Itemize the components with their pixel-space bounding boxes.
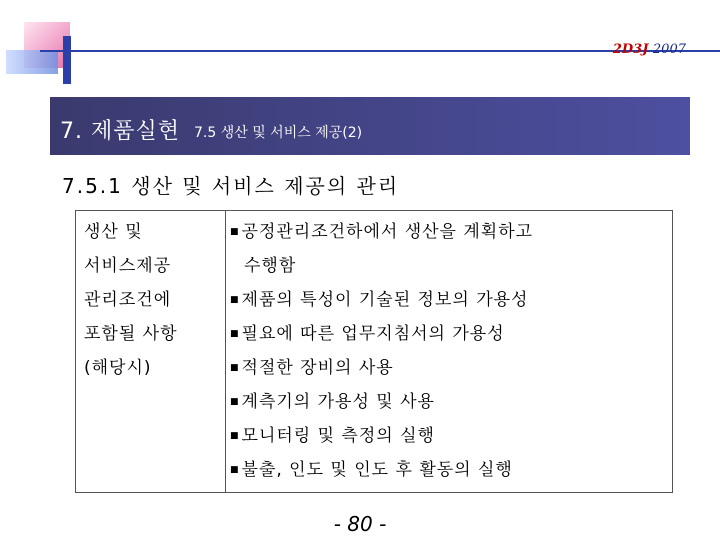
list-item-text: 공정관리조건하에서 생산을 계획하고: [241, 222, 534, 242]
list-item: [230, 385, 672, 419]
list-item-text: 제품의 특성이 기술된 정보의 가용성: [241, 290, 529, 310]
list-item-text: 모니터링 및 측정의 실행: [241, 426, 435, 446]
header-brand: 2D3J: [612, 42, 649, 57]
left-line: 관리조건에: [84, 290, 172, 310]
list-item-text: 계측기의 가용성 및 사용: [241, 392, 435, 412]
table-left-column: [76, 211, 226, 492]
list-item: [230, 317, 672, 351]
title-bar: [50, 97, 690, 155]
left-line: 포함될 사항: [84, 324, 178, 344]
square-bullet-icon: ■: [230, 363, 240, 373]
list-item-text: 필요에 따른 업무지침서의 가용성: [241, 324, 505, 344]
table-right-column: [226, 211, 672, 492]
logo-vertical-bar: [63, 36, 71, 84]
header-year: 2007: [652, 42, 686, 57]
square-bullet-icon: ■: [230, 295, 240, 305]
left-line: 생산 및: [84, 222, 143, 242]
left-line: (해당시): [84, 358, 152, 378]
list-item: [230, 283, 672, 317]
slide-subtitle: 7.5 생산 및 서비스 제공(2): [194, 125, 363, 141]
list-item: [230, 249, 672, 283]
page-number: - 80 -: [333, 512, 387, 536]
list-item-text: 불출, 인도 및 인도 후 활동의 실행: [241, 460, 513, 480]
section-heading: 7.5.1 생산 및 서비스 제공의 관리: [62, 174, 400, 198]
square-bullet-icon: ■: [230, 397, 240, 407]
list-item: [230, 215, 672, 249]
square-bullet-icon: ■: [230, 329, 240, 339]
list-item: [230, 453, 672, 487]
square-bullet-icon: ■: [230, 431, 240, 441]
square-bullet-icon: ■: [230, 465, 240, 475]
corner-logo: [0, 0, 110, 110]
slide-title: 7. 제품실현: [60, 119, 180, 144]
list-item: [230, 419, 672, 453]
header-tag: [613, 42, 686, 57]
list-item: [230, 351, 672, 385]
list-item-text: 적절한 장비의 사용: [241, 358, 394, 378]
logo-blue-bar: [6, 50, 58, 74]
content-table: [75, 210, 673, 493]
list-item-text: 수행함: [244, 256, 297, 276]
square-bullet-icon: ■: [230, 227, 240, 237]
left-line: 서비스제공: [84, 256, 172, 276]
